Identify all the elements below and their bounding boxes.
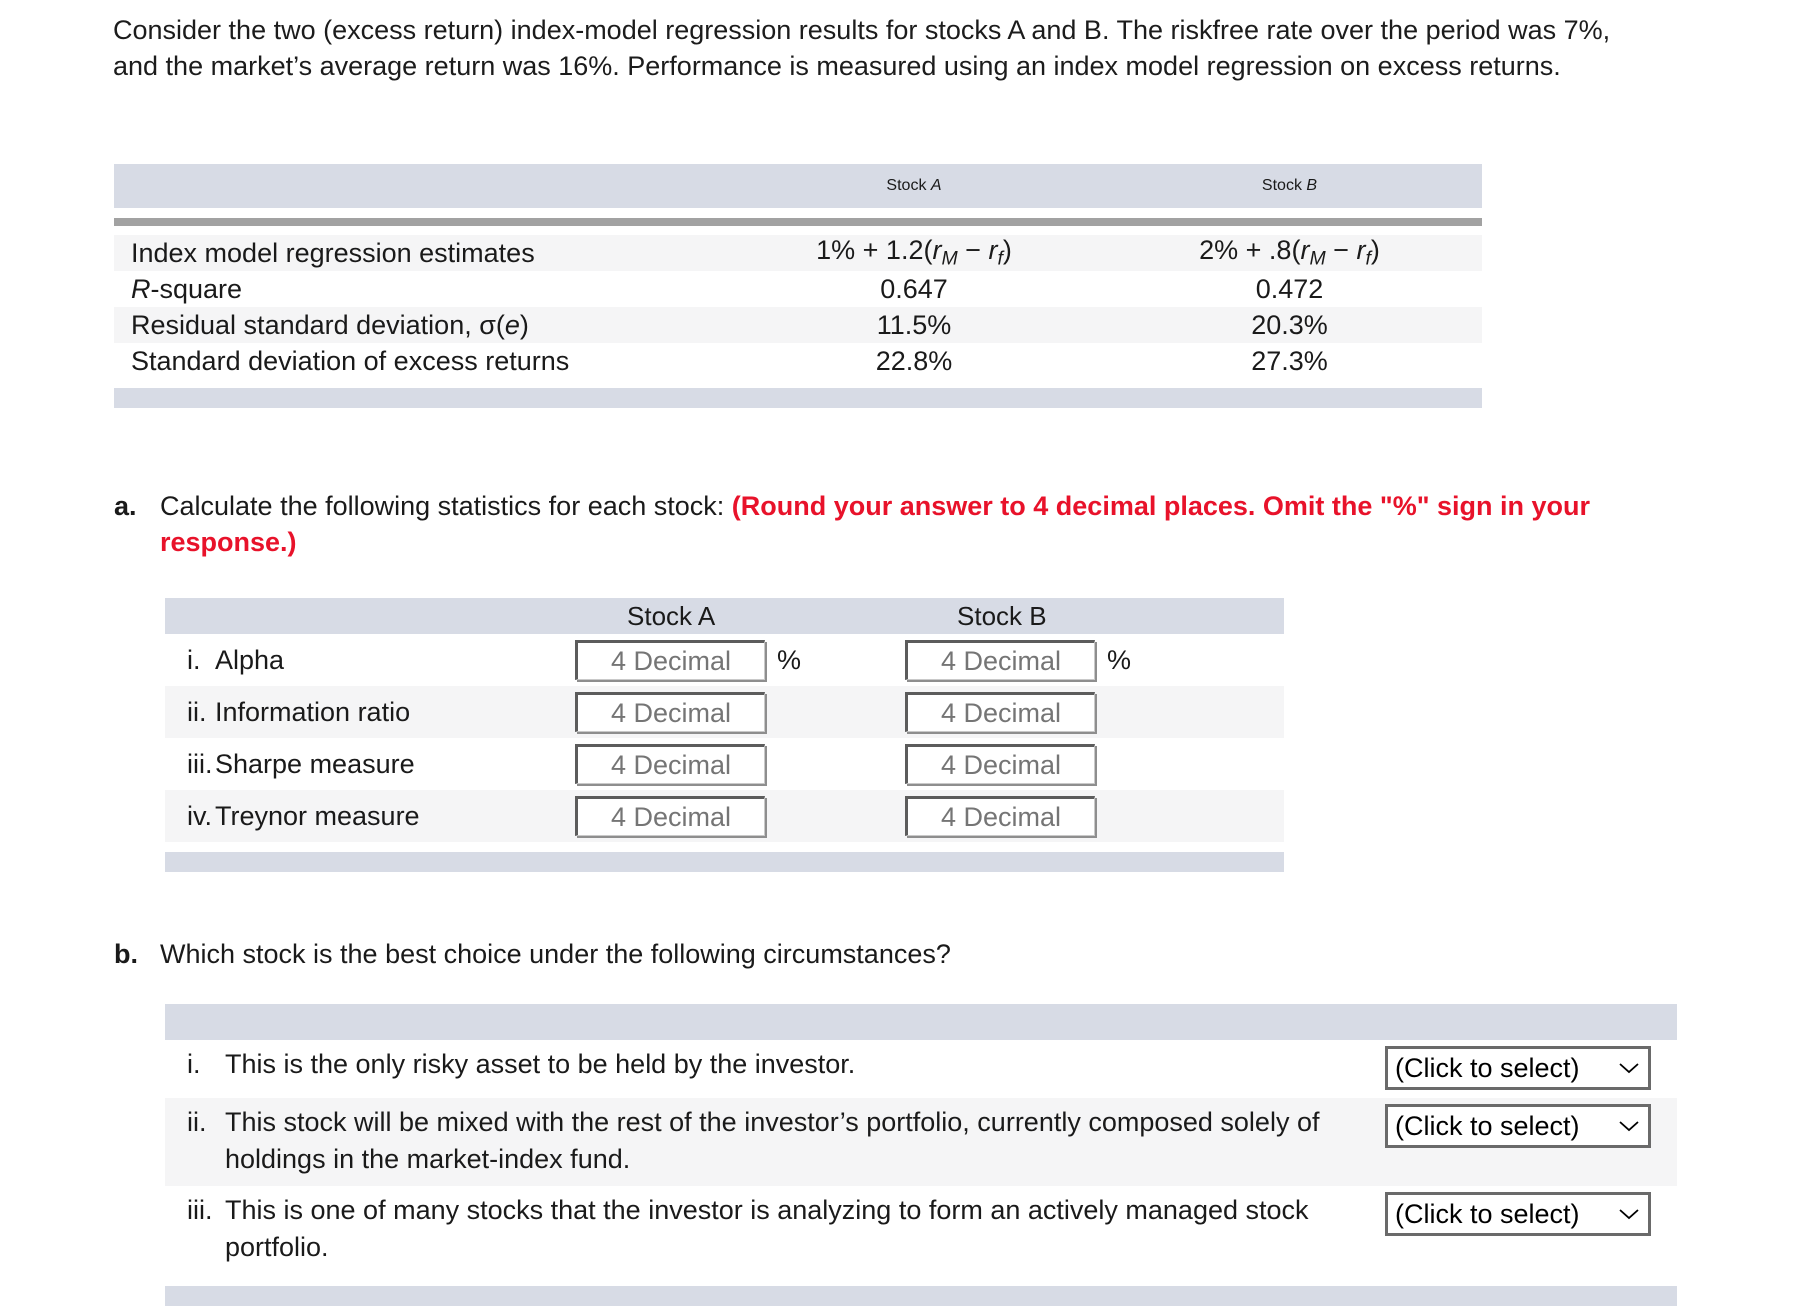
regression-header-stock-b-italic: B (1306, 177, 1318, 194)
intro-paragraph: Consider the two (excess return) index-model regression results for stocks A and B. The riskfree rate over the period was 7%, and the market’s average return was 16%. Performance is measured using an index model regression on excess returns. (113, 15, 1611, 81)
choice-select-i[interactable] (1385, 1046, 1651, 1090)
statistics-row-label: Treynor measure (215, 800, 420, 831)
alpha-stock-a-input[interactable] (575, 640, 765, 680)
regression-row-label: Residual standard deviation, σ(e) (131, 309, 529, 340)
regression-rule-gap (114, 226, 1482, 235)
choice-row-select-cell (1385, 1192, 1677, 1236)
choice-select-i-label: (Click to select) (1395, 1052, 1580, 1083)
information-ratio-stock-b-input[interactable] (905, 692, 1095, 732)
table-row (114, 271, 1482, 307)
statistics-cell-stock-a (575, 744, 905, 784)
part-b-letter: b. (114, 939, 138, 969)
percent-sign-b: % (1107, 644, 1132, 675)
choice-row-text: This is one of many stocks that the investor is analyzing to form an actively managed stock portfolio. (225, 1195, 1309, 1262)
choice-row-number: iii. (187, 1195, 213, 1225)
part-a-text-plain: Calculate the following statistics for each stock: (160, 491, 732, 521)
choices-table-header-band (165, 1004, 1677, 1040)
table-row (114, 307, 1482, 343)
statistics-table (165, 598, 1284, 872)
regression-header-gap (114, 208, 1482, 218)
regression-row-value-b: 20.3% (1251, 309, 1328, 340)
choice-select-iii[interactable] (1385, 1192, 1651, 1236)
treynor-measure-stock-a-input[interactable] (575, 796, 765, 836)
regression-row-label: Standard deviation of excess returns (131, 345, 570, 376)
chevron-down-icon (1618, 1061, 1640, 1075)
choices-table-footer-band (165, 1286, 1677, 1306)
part-a-text (160, 488, 1674, 560)
statistics-row-label: Information ratio (215, 696, 411, 727)
choice-row-text: This stock will be mixed with the rest of the investor’s portfolio, currently composed solely of holdings in the market-index fund. (225, 1107, 1320, 1174)
table-row (165, 1098, 1677, 1186)
table-row (165, 738, 1284, 790)
statistics-header-stock-b: Stock B (957, 600, 1047, 631)
statistics-header-stock-a: Stock A (627, 600, 716, 631)
statistics-cell-stock-b (905, 744, 1235, 784)
percent-sign-a: % (777, 644, 802, 675)
regression-row-value-a: 22.8% (875, 345, 953, 376)
regression-row-value-b: 27.3% (1251, 345, 1328, 376)
part-a-letter: a. (114, 491, 137, 521)
choices-table (165, 1004, 1677, 1306)
sharpe-measure-stock-a-input[interactable] (575, 744, 765, 784)
table-row (114, 235, 1482, 271)
regression-header-stock-b: Stock B (1261, 177, 1318, 194)
regression-row-value-b: 0.472 (1255, 273, 1324, 304)
statistics-cell-stock-b (905, 692, 1235, 732)
regression-header-stock-a-italic: A (930, 177, 942, 194)
part-a-prompt (114, 488, 1674, 560)
table-row (165, 1040, 1677, 1098)
table-row (165, 686, 1284, 738)
statistics-cell-stock-a (575, 640, 905, 680)
regression-row-label: R-square (131, 273, 243, 304)
choice-select-ii-label: (Click to select) (1395, 1110, 1580, 1141)
chevron-down-icon (1618, 1207, 1640, 1221)
regression-header-stock-a: Stock A (886, 177, 942, 194)
regression-table-rule (114, 218, 1482, 226)
choice-row-number: ii. (187, 1107, 207, 1137)
choice-select-iii-label: (Click to select) (1395, 1198, 1580, 1229)
table-row (114, 343, 1482, 379)
table-row (165, 1186, 1677, 1274)
statistics-cell-stock-a (575, 796, 905, 836)
information-ratio-stock-a-input[interactable] (575, 692, 765, 732)
statistics-row-number: ii. (187, 696, 207, 727)
choice-row-select-cell (1385, 1104, 1677, 1148)
table-row (165, 634, 1284, 686)
regression-row-value-a: 11.5% (876, 309, 952, 340)
statistics-cell-stock-a (575, 692, 905, 732)
statistics-row-label: Alpha (215, 644, 285, 675)
regression-row-value-a: 0.647 (880, 273, 948, 304)
treynor-measure-stock-b-input[interactable] (905, 796, 1095, 836)
chevron-down-icon (1618, 1119, 1640, 1133)
part-b-text: Which stock is the best choice under the following circumstances? (160, 939, 951, 969)
choice-row-number: i. (187, 1049, 201, 1079)
statistics-row-number: iii. (187, 748, 213, 779)
statistics-cell-stock-b (905, 796, 1235, 836)
choice-row-select-cell (1385, 1046, 1677, 1090)
regression-table-header-row (114, 164, 1482, 208)
table-row (165, 790, 1284, 842)
regression-row-label: Index model regression estimates (131, 237, 535, 268)
regression-table-footer-band (114, 388, 1482, 408)
regression-row-value-a: $1\% + 1.2(r_M - r_f)$ (816, 235, 1012, 270)
sharpe-measure-stock-b-input[interactable] (905, 744, 1095, 784)
statistics-row-number: i. (187, 644, 201, 675)
statistics-table-footer-band (165, 852, 1284, 872)
choice-select-ii[interactable] (1385, 1104, 1651, 1148)
statistics-row-label: Sharpe measure (215, 748, 415, 779)
alpha-stock-b-input[interactable] (905, 640, 1095, 680)
regression-results-table (114, 164, 1482, 408)
statistics-row-number: iv. (187, 800, 212, 831)
part-b-prompt (114, 936, 1674, 972)
regression-row-value-b: $2\% + .8(r_M - r_f)$ (1199, 235, 1380, 270)
statistics-table-header-row (165, 598, 1284, 634)
part-a-text-red: (Round your answer to 4 decimal places. Omit the "%" sign in your response.) (160, 491, 1591, 557)
statistics-cell-stock-b (905, 640, 1235, 680)
choice-row-text: This is the only risky asset to be held by the investor. (225, 1049, 856, 1079)
